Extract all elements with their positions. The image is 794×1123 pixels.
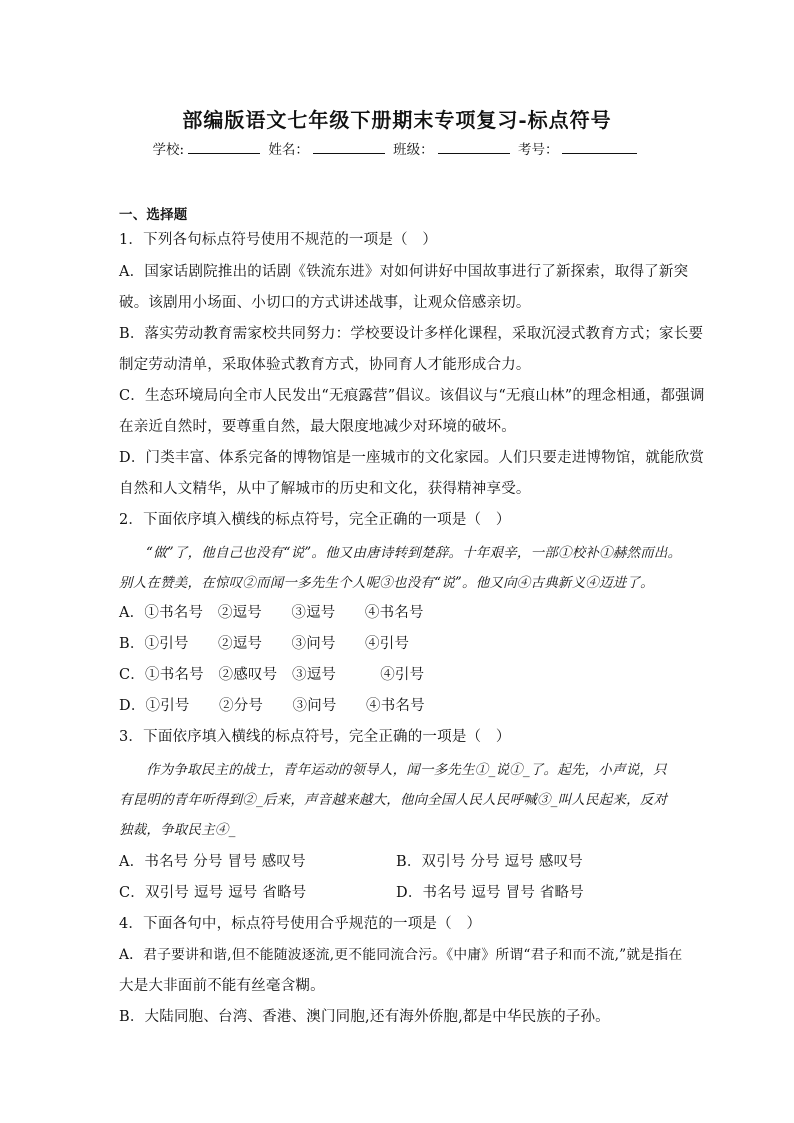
q4-option-a-line1: A．君子要讲和谐,但不能随波逐流,更不能同流合污。《中庸》所谓“君子和而不流,”就是指在: [119, 947, 683, 963]
exam-no-blank[interactable]: [562, 139, 637, 154]
page-title: 部编版语文七年级下册期末专项复习-标点符号: [182, 108, 612, 132]
q3-option-d: D．书名号 逗号 冒号 省略号: [396, 885, 584, 901]
q1-option-c-line1: C．生态环境局向全市人民发出“无痕露营”倡议。该倡议与“无痕山林”的理念相通，都强调: [119, 388, 705, 404]
q3-stem: 3．下面依序填入横线的标点符号，完全正确的一项是（ ）: [119, 729, 511, 745]
q4-option-b-line1: B．大陆同胞、台湾、香港、澳门同胞,还有海外侨胞,都是中华民族的子孙。: [119, 1009, 610, 1025]
q4-option-a-line2: 大是大非面前不能有丝毫含糊。: [119, 978, 325, 994]
q2-option-a: A．①书名号 ②逗号 ③逗号 ④书名号: [119, 605, 424, 621]
q3-passage-line3: 独裁，争取民主④_: [119, 822, 236, 838]
name-label: 姓名：: [268, 142, 309, 158]
q2-passage-line2: 别人在赞美，在惊叹②而闻一多先生个人呢③也没有“说”。他又向④古典新义④迈进了。: [119, 575, 654, 591]
q4-stem: 4．下面各句中，标点符号使用合乎规范的一项是（ ）: [119, 916, 482, 932]
q2-option-d: D．①引号 ②分号 ③问号 ④书名号: [119, 698, 425, 714]
q1-option-c-line2: 在亲近自然时，要尊重自然，最大限度地减少对环境的破坏。: [119, 419, 516, 435]
q1-option-a-line2: 破。该剧用小场面、小切口的方式讲述战事，让观众倍感亲切。: [119, 295, 531, 311]
section-heading: 一、选择题: [119, 207, 188, 223]
q2-stem: 2．下面依序填入横线的标点符号，完全正确的一项是（ ）: [119, 512, 511, 528]
q2-option-b: B．①引号 ②逗号 ③问号 ④引号: [119, 636, 410, 652]
q1-option-b-line2: 制定劳动清单，采取体验式教育方式，协同育人才能形成合力。: [119, 357, 531, 373]
q2-option-c: C．①书名号 ②感叹号 ③逗号 ④引号: [119, 667, 425, 683]
school-label: 学校:: [152, 142, 185, 158]
q1-option-d-line2: 自然和人文精华，从中了解城市的历史和文化，获得精神享受。: [119, 481, 531, 497]
school-blank[interactable]: [188, 139, 260, 154]
q3-option-b: B．双引号 分号 逗号 感叹号: [396, 854, 583, 870]
q1-option-a-line1: A．国家话剧院推出的话剧《铁流东进》对如何讲好中国故事进行了新探索，取得了新突: [119, 264, 689, 280]
class-label: 班级：: [393, 142, 434, 158]
exam-no-label: 考号：: [517, 142, 559, 158]
q3-passage-line1: 作为争取民主的战士，青年运动的领导人，闻一多先生①_说①_了。起先，小声说，只: [146, 762, 667, 778]
q2-passage-line1: “做”了，他自己也没有“说”。他又由唐诗转到楚辞。十年艰辛，一部①校补①赫然而出。: [146, 545, 682, 561]
q1-stem: 1．下列各句标点符号使用不规范的一项是（ ）: [119, 232, 438, 248]
q3-option-a: A．书名号 分号 冒号 感叹号: [119, 854, 306, 870]
class-blank[interactable]: [438, 139, 510, 154]
q3-passage-line2: 有昆明的青年听得到②_后来，声音越来越大，他向全国人民人民呼喊③_叫人民起来，反对: [119, 792, 668, 808]
q1-option-d-line1: D．门类丰富、体系完备的博物馆是一座城市的文化家园。人们只要走进博物馆，就能欣赏: [119, 450, 705, 466]
q3-option-c: C．双引号 逗号 逗号 省略号: [119, 885, 307, 901]
q1-option-b-line1: B．落实劳动教育需家校共同努力：学校要设计多样化课程，采取沉浸式教育方式；家长要: [119, 326, 704, 342]
name-blank[interactable]: [313, 139, 385, 154]
student-info-line: [0, 138, 794, 158]
